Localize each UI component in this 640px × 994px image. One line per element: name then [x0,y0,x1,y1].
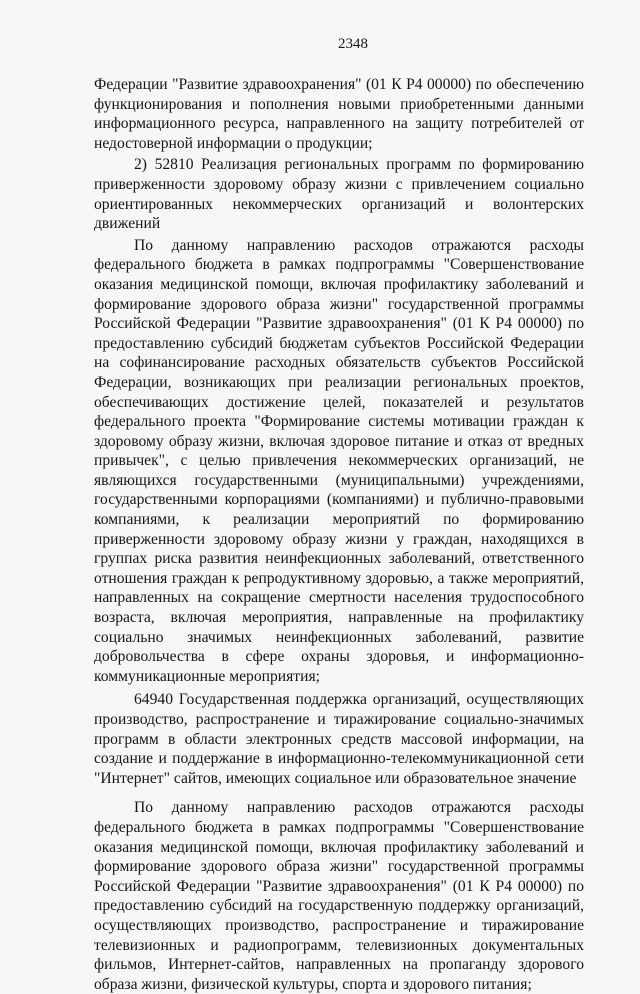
paragraph-description-52810: По данному направлению расходов отражаются расходы федерального бюджета в рамках подпрограммы "Совершенствование оказания медицинской помощи, включая профилактику заболеваний и формирование здорового образа жизни" государственной программы Российской Федерации "Развитие здравоохранения" (01 К Р4 00000) по предоставлению субсидий бюджетам субъектов Российской Федерации на софинансирование расходных обязательств субъектов Российской Федерации, возникающих при реализации региональных проектов, обеспечивающих достижение целей, показателей и результатов федерального проекта "Формирование системы мотивации граждан к здоровому образу жизни, включая здоровое питание и отказ от вредных привычек", с целью привлечения некоммерческих организаций, не являющихся государственными (муниципальными) учреждениями, государственными корпорациями (компаниями) и публично-правовыми компаниями, к реализации мероприятий по формированию приверженности здоровому образу жизни у граждан, находящихся в группах риска развития неинфекционных заболеваний, ответственного отношения граждан к репродуктивному здоровью, а также мероприятий, направленных на сокращение смертности населения трудоспособного возраста, включая мероприятия, направленные на профилактику социально значимых неинфекционных заболеваний, развитие добровольчества в сфере охраны здоровья, и информационно-коммуникационные мероприятия; [94,236,584,685]
paragraph-item-64940: 64940 Государственная поддержка организаций, осуществляющих производство, распространение и тиражирование социально-значимых программ в области электронных средств массовой информации, на создание и поддержание в информационно-телекоммуникационной сети "Интернет" сайтов, имеющих социальное или образовательное значение [94,691,584,787]
paragraph-description-64940: По данному направлению расходов отражаются расходы федерального бюджета в рамках подпрограммы "Совершенствование оказания медицинской помощи, включая профилактику заболеваний и формирование здорового образа жизни" государственной программы Российской Федерации "Развитие здравоохранения" (01 К Р4 00000) по предоставлению субсидий на государственную поддержку организаций, осуществляющих производство, распространение и тиражирование телевизионных и радиопрограмм, телевизионных документальных фильмов, Интернет-сайтов, направленных на пропаганду здорового образа жизни, физической культуры, спорта и здорового питания; [94,799,584,993]
page-number: 2348 [338,36,368,52]
paragraph-item-52810: 2) 52810 Реализация региональных программ по формированию приверженности здоровому образу жизни с привлечением социально ориентированных некоммерческих организаций и волонтерских движений [94,156,584,233]
paragraph-continuation: Федерации "Развитие здравоохранения" (01 К Р4 00000) по обеспечению функционирования и пополнения новыми приобретенными данными информационного ресурса, направленного на защиту потребителей от недостоверной информации о продукции; [94,76,584,152]
